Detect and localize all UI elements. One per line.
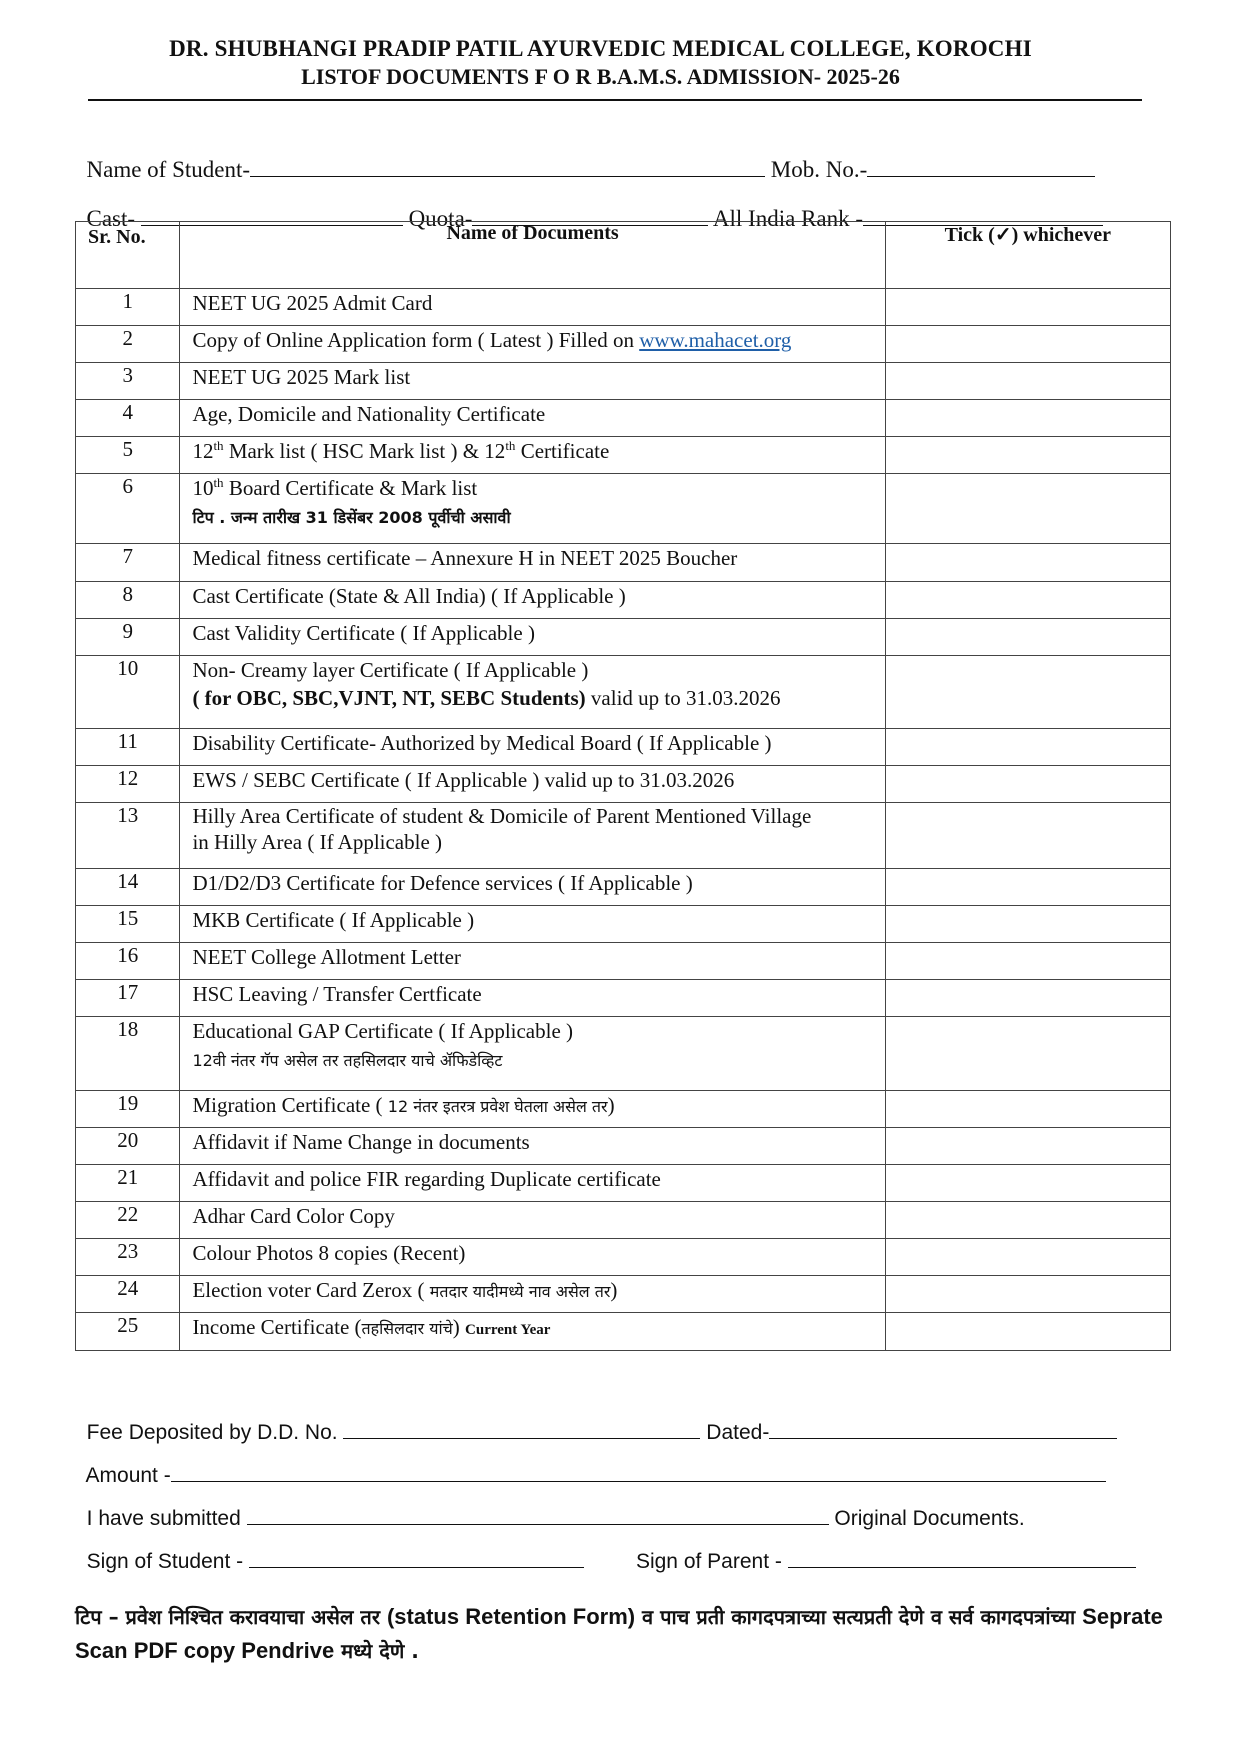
gap-affidavit-note: 12वी नंतर गॅप असेल तर तहसिलदार याचे ॲफिडेव्हिट xyxy=(192,1051,503,1070)
parent-sign-label: Sign of Parent - xyxy=(635,1550,788,1573)
table-row xyxy=(76,1276,1171,1313)
student-name-label: Name of Student- xyxy=(86,157,251,182)
birth-date-note: टिप . जन्म तारीख 31 डिसेंबर 2008 पूर्वीची असावी xyxy=(192,508,511,527)
document-name: 12th Mark list ( HSC Mark list ) & 12th Certificate xyxy=(180,437,885,474)
table-row xyxy=(76,1313,1171,1351)
college-name: DR. SHUBHANGI PRADIP PATIL AYURVEDIC MEDICAL COLLEGE, KOROCHI xyxy=(169,36,1032,61)
sr-no: 13 xyxy=(76,803,180,869)
sr-no: 19 xyxy=(76,1091,180,1128)
tick-cell[interactable] xyxy=(885,656,1170,729)
sr-no: 5 xyxy=(76,437,180,474)
student-sign-field[interactable] xyxy=(249,1547,584,1568)
sr-no-header: Sr. No. xyxy=(76,222,180,289)
table-row xyxy=(76,1165,1171,1202)
document-name: D1/D2/D3 Certificate for Defence services ( If Applicable ) xyxy=(180,869,885,906)
document-name: Affidavit and police FIR regarding Duplicate certificate xyxy=(180,1165,885,1202)
sr-no: 8 xyxy=(76,582,180,619)
table-row xyxy=(76,474,1171,544)
mobile-field[interactable] xyxy=(867,156,1095,177)
table-row xyxy=(76,1017,1171,1091)
document-subtitle: LISTOF DOCUMENTS F O R B.A.M.S. ADMISSION- 2025-26 xyxy=(301,64,900,89)
document-name: Affidavit if Name Change in documents xyxy=(180,1128,885,1165)
submitted-count-field[interactable] xyxy=(247,1504,829,1525)
submitted-label: I have submitted xyxy=(86,1507,247,1530)
document-name: Cast Validity Certificate ( If Applicable ) xyxy=(180,619,885,656)
document-name: Hilly Area Certificate of student & Domicile of Parent Mentioned Village in Hilly Area ( If Applicable ) xyxy=(180,803,885,869)
table-row xyxy=(76,544,1171,582)
document-name: Cast Certificate (State & All India) ( If Applicable ) xyxy=(180,582,885,619)
table-row xyxy=(76,582,1171,619)
quota-label: Quota- xyxy=(408,206,473,231)
mobile-label: Mob. No.- xyxy=(770,157,868,182)
document-name: Educational GAP Certificate ( If Applicable ) 12वी नंतर गॅप असेल तर तहसिलदार याचे ॲफिडेव्हिट xyxy=(180,1017,885,1091)
tick-cell[interactable] xyxy=(885,1202,1170,1239)
sr-no: 10 xyxy=(76,656,180,729)
table-row xyxy=(76,1202,1171,1239)
table-row xyxy=(76,326,1171,363)
amount-label: Amount - xyxy=(85,1464,171,1487)
dated-label: Dated- xyxy=(706,1421,770,1444)
tick-cell[interactable] xyxy=(885,474,1170,544)
document-name: Migration Certificate ( 12 नंतर इतरत्र प्रवेश घेतला असेल तर) xyxy=(180,1091,885,1128)
sr-no: 3 xyxy=(76,363,180,400)
tick-cell[interactable] xyxy=(885,766,1170,803)
table-row xyxy=(76,656,1171,729)
table-row xyxy=(76,437,1171,474)
student-sign-label: Sign of Student - xyxy=(86,1550,249,1573)
document-name: Election voter Card Zerox ( मतदार यादीमध्ये नाव असेल तर) xyxy=(180,1276,885,1313)
sr-no: 2 xyxy=(76,326,180,363)
table-row xyxy=(76,619,1171,656)
dd-label: Fee Deposited by D.D. No. xyxy=(86,1421,344,1444)
document-name: NEET UG 2025 Admit Card xyxy=(180,289,885,326)
sr-no: 12 xyxy=(76,766,180,803)
tick-cell[interactable] xyxy=(885,943,1170,980)
tick-cell[interactable] xyxy=(885,1128,1170,1165)
sr-no: 18 xyxy=(76,1017,180,1091)
tick-cell[interactable] xyxy=(885,729,1170,766)
sr-no: 1 xyxy=(76,289,180,326)
tick-cell[interactable] xyxy=(885,619,1170,656)
document-name: Adhar Card Color Copy xyxy=(180,1202,885,1239)
tick-cell[interactable] xyxy=(885,437,1170,474)
tick-cell[interactable] xyxy=(885,582,1170,619)
sr-no: 7 xyxy=(76,544,180,582)
sr-no: 14 xyxy=(76,869,180,906)
table-row xyxy=(76,1091,1171,1128)
cast-label: Cast- xyxy=(86,206,136,231)
header-divider xyxy=(88,99,1142,101)
parent-sign-field[interactable] xyxy=(788,1547,1136,1568)
tick-cell[interactable] xyxy=(885,980,1170,1017)
document-name: Age, Domicile and Nationality Certificate xyxy=(180,400,885,437)
table-row xyxy=(76,766,1171,803)
signature-row xyxy=(75,1523,1136,1574)
table-row xyxy=(76,906,1171,943)
tick-cell[interactable] xyxy=(885,289,1170,326)
table-row xyxy=(76,1128,1171,1165)
sr-no: 20 xyxy=(76,1128,180,1165)
sr-no: 21 xyxy=(76,1165,180,1202)
student-name-row xyxy=(75,130,1095,183)
tick-cell[interactable] xyxy=(885,1239,1170,1276)
tick-cell[interactable] xyxy=(885,1165,1170,1202)
tick-header: Tick (✓) whichever xyxy=(885,222,1170,289)
tick-cell[interactable] xyxy=(885,400,1170,437)
document-name: 10th Board Certificate & Mark list टिप . जन्म तारीख 31 डिसेंबर 2008 पूर्वीची असावी xyxy=(180,474,885,544)
sr-no: 23 xyxy=(76,1239,180,1276)
table-row xyxy=(76,400,1171,437)
document-name: Copy of Online Application form ( Latest ) Filled on www.mahacet.org xyxy=(180,326,885,363)
sr-no: 9 xyxy=(76,619,180,656)
sr-no: 15 xyxy=(76,906,180,943)
document-name: Non- Creamy layer Certificate ( If Applicable ) ( for OBC, SBC,VJNT, NT, SEBC Students) valid up to 31.03.2026 xyxy=(180,656,885,729)
sr-no: 4 xyxy=(76,400,180,437)
table-row xyxy=(76,289,1171,326)
tick-cell[interactable] xyxy=(885,544,1170,582)
tick-cell[interactable] xyxy=(885,363,1170,400)
document-name: Colour Photos 8 copies (Recent) xyxy=(180,1239,885,1276)
tick-cell[interactable] xyxy=(885,1017,1170,1091)
rank-label: All India Rank - xyxy=(712,206,864,231)
original-documents-label: Original Documents. xyxy=(828,1507,1025,1530)
amount-field[interactable] xyxy=(171,1461,1106,1482)
table-row xyxy=(76,729,1171,766)
tick-cell[interactable] xyxy=(885,1313,1170,1351)
document-name: Disability Certificate- Authorized by Medical Board ( If Applicable ) xyxy=(180,729,885,766)
tick-cell[interactable] xyxy=(885,906,1170,943)
table-header-row xyxy=(76,222,1171,289)
dd-number-field[interactable] xyxy=(343,1418,700,1439)
sr-no: 16 xyxy=(76,943,180,980)
table-row xyxy=(76,869,1171,906)
mahacet-link[interactable]: www.mahacet.org xyxy=(639,328,792,352)
document-name: HSC Leaving / Transfer Certficate xyxy=(180,980,885,1017)
tick-cell[interactable] xyxy=(885,1276,1170,1313)
document-name: Medical fitness certificate – Annexure H in NEET 2025 Boucher xyxy=(180,544,885,582)
sr-no: 24 xyxy=(76,1276,180,1313)
tick-cell[interactable] xyxy=(885,1091,1170,1128)
table-row xyxy=(76,803,1171,869)
documents-table xyxy=(75,221,1171,1351)
sr-no: 22 xyxy=(76,1202,180,1239)
tick-cell[interactable] xyxy=(885,803,1170,869)
document-name: NEET College Allotment Letter xyxy=(180,943,885,980)
sr-no: 17 xyxy=(76,980,180,1017)
document-name: NEET UG 2025 Mark list xyxy=(180,363,885,400)
document-name: Income Certificate (तहसिलदार यांचे) Current Year xyxy=(180,1313,885,1351)
dated-field[interactable] xyxy=(769,1418,1117,1439)
sr-no: 25 xyxy=(76,1313,180,1351)
sr-no: 6 xyxy=(76,474,180,544)
documents-header: Name of Documents xyxy=(180,222,885,289)
tick-cell[interactable] xyxy=(885,326,1170,363)
table-row xyxy=(76,943,1171,980)
student-name-field[interactable] xyxy=(250,156,765,177)
admission-note: टिप – प्रवेश निश्चित करावयाचा असेल तर (status Retention Form) व पाच प्रती कागदपत्राच्या सत्यप्रती देणे व सर्व कागदपत्रांच्या Seprate Scan PDF copy Pendrive मध्ये देणे . xyxy=(75,1604,1163,1663)
table-row xyxy=(76,363,1171,400)
sr-no: 11 xyxy=(76,729,180,766)
table-row xyxy=(76,1239,1171,1276)
document-header xyxy=(0,36,1241,90)
table-row xyxy=(76,980,1171,1017)
document-name: MKB Certificate ( If Applicable ) xyxy=(180,906,885,943)
tick-cell[interactable] xyxy=(885,869,1170,906)
document-name: EWS / SEBC Certificate ( If Applicable ) valid up to 31.03.2026 xyxy=(180,766,885,803)
